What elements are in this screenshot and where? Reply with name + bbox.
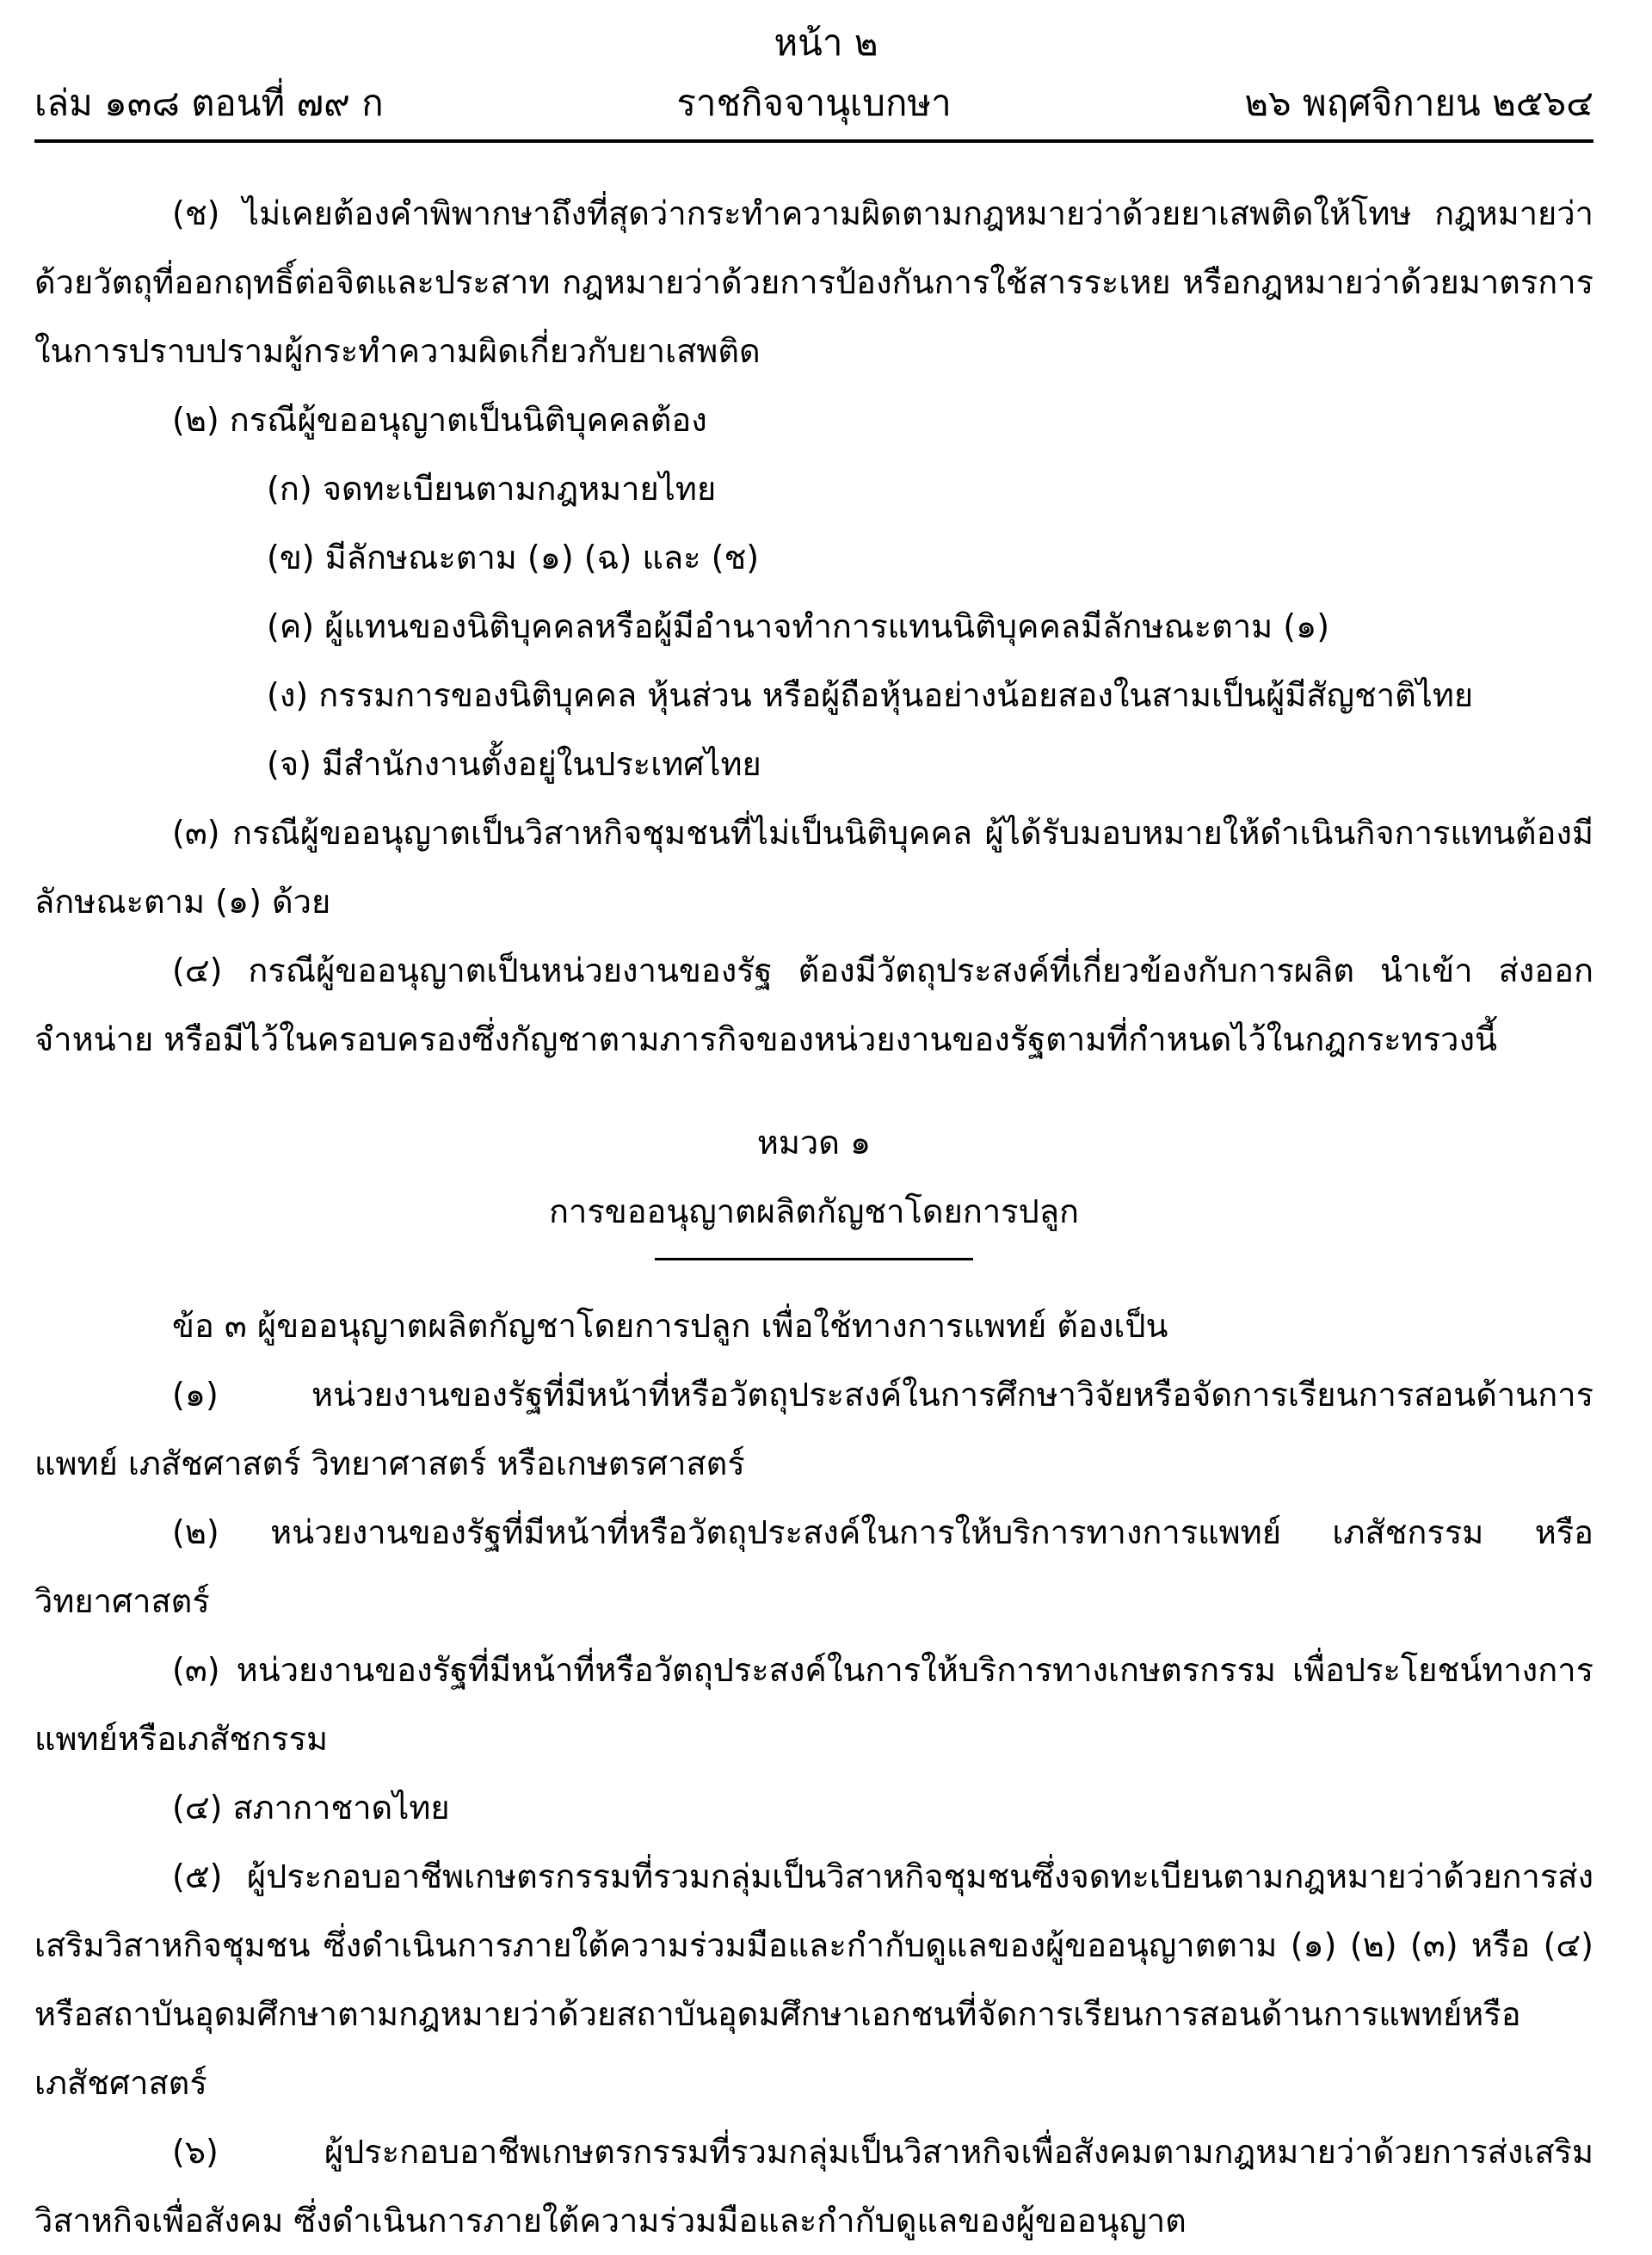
document-body [34,179,1605,2255]
paragraph-4: (๔) กรณีผู้ขออนุญาตเป็นหน่วยงานของรัฐ ต้องมีวัตถุประสงค์ที่เกี่ยวข้องกับการผลิต นำเข้า ส่งออก จำหน่าย หรือมีไว้ในครอบครองซึ่งกัญชาตามภารกิจของหน่วยงานของรัฐตามที่กำหนดไว้ในกฎกระทรวงนี้ [34,952,1605,1058]
clause-3-item-5: (๕) ผู้ประกอบอาชีพเกษตรกรรมที่รวมกลุ่มเป็นวิสาหกิจชุมชนซึ่งจดทะเบียนตามกฎหมายว่าด้วยการส่งเสริมวิสาหกิจชุมชน ซึ่งดำเนินการภายใต้ความร่วมมือและกำกับดูแลของผู้ขออนุญาตตาม (๑) (๒) (๓) หรือ (๔) หรือสถาบันอุดมศึกษาตามกฎหมายว่าด้วยสถาบันอุดมศึกษาเอกชนที่จัดการเรียนการสอนด้านการแพทย์หรือเภสัชศาสตร์ [34,1858,1605,2102]
clause-3-item-4: (๔) สภากาชาดไทย [172,1789,450,1827]
paragraph-2-a: (ก) จดทะเบียนตามกฎหมายไทย [267,470,717,508]
clause-3-item-6: (๖) ผู้ประกอบอาชีพเกษตรกรรมที่รวมกลุ่มเป็นวิสาหกิจเพื่อสังคมตามกฎหมายว่าด้วยการส่งเสริมวิสาหกิจเพื่อสังคม ซึ่งดำเนินการภายใต้ความร่วมมือและกำกับดูแลของผู้ขออนุญาต [34,2133,1593,2240]
clause-3-item-1: (๑) หน่วยงานของรัฐที่มีหน้าที่หรือวัตถุประสงค์ในการศึกษาวิจัยหรือจัดการเรียนการสอนด้านการแพทย์ เภสัชศาสตร์ วิทยาศาสตร์ หรือเกษตรศาสตร์ [34,1376,1593,1482]
section-heading: หมวด ๑ [756,1124,872,1161]
paragraph-2-d: (ง) กรรมการของนิติบุคคล หุ้นส่วน หรือผู้ถือหุ้นอย่างน้อยสองในสามเป็นผู้มีสัญชาติไทย [267,676,1474,714]
paragraph-2-b: (ข) มีลักษณะตาม (๑) (ฉ) และ (ช) [267,539,760,576]
paragraph-2-c: (ค) ผู้แทนของนิติบุคคลหรือผู้มีอำนาจทำการแทนนิติบุคคลมีลักษณะตาม (๑) [267,607,1330,645]
publication-name: ราชกิจจานุเบกษา [676,82,952,124]
paragraph-3: (๓) กรณีผู้ขออนุญาตเป็นวิสาหกิจชุมชนที่ไม่เป็นนิติบุคคล ผู้ได้รับมอบหมายให้ดำเนินกิจการแทนต้องมีลักษณะตาม (๑) ด้วย [34,814,1593,921]
page-number: หน้า ๒ [774,22,878,64]
header-divider [34,139,1593,143]
paragraph-2-e: (จ) มีสำนักงานตั้งอยู่ในประเทศไทย [267,745,761,783]
paragraph-1-ch: (ช) ไม่เคยต้องคำพิพากษาถึงที่สุดว่ากระทำความผิดตามกฎหมายว่าด้วยยาเสพติดให้โทษ กฎหมายว่าด้วยวัตถุที่ออกฤทธิ์ต่อจิตและประสาท กฎหมายว่าด้วยการป้องกันการใช้สารระเหย หรือกฎหมายว่าด้วยมาตรการในการปราบปรามผู้กระทำความผิดเกี่ยวกับยาเสพติด [34,194,1593,370]
section-title: การขออนุญาตผลิตกัญชาโดยการปลูก [548,1192,1079,1230]
clause-3-intro: ข้อ ๓ ผู้ขออนุญาตผลิตกัญชาโดยการปลูก เพื่อใช้ทางการแพทย์ ต้องเป็น [172,1307,1168,1345]
section-spacer [34,1074,1593,1108]
section-title-underline [655,1258,973,1260]
paragraph-2: (๒) กรณีผู้ขออนุญาตเป็นนิติบุคคลต้อง [172,401,707,439]
volume-issue: เล่ม ๑๓๘ ตอนที่ ๗๙ ก [34,82,384,124]
clause-3-item-3: (๓) หน่วยงานของรัฐที่มีหน้าที่หรือวัตถุประสงค์ในการให้บริการทางเกษตรกรรม เพื่อประโยชน์ทางการแพทย์หรือเภสัชกรรม [34,1651,1593,1758]
gazette-header [34,79,1593,127]
clause-3-item-2: (๒) หน่วยงานของรัฐที่มีหน้าที่หรือวัตถุประสงค์ในการให้บริการทางการแพทย์ เภสัชกรรม หรือวิทยาศาสตร์ [34,1513,1593,1620]
publication-date: ๒๖ พฤศจิกายน ๒๕๖๔ [1244,82,1593,124]
